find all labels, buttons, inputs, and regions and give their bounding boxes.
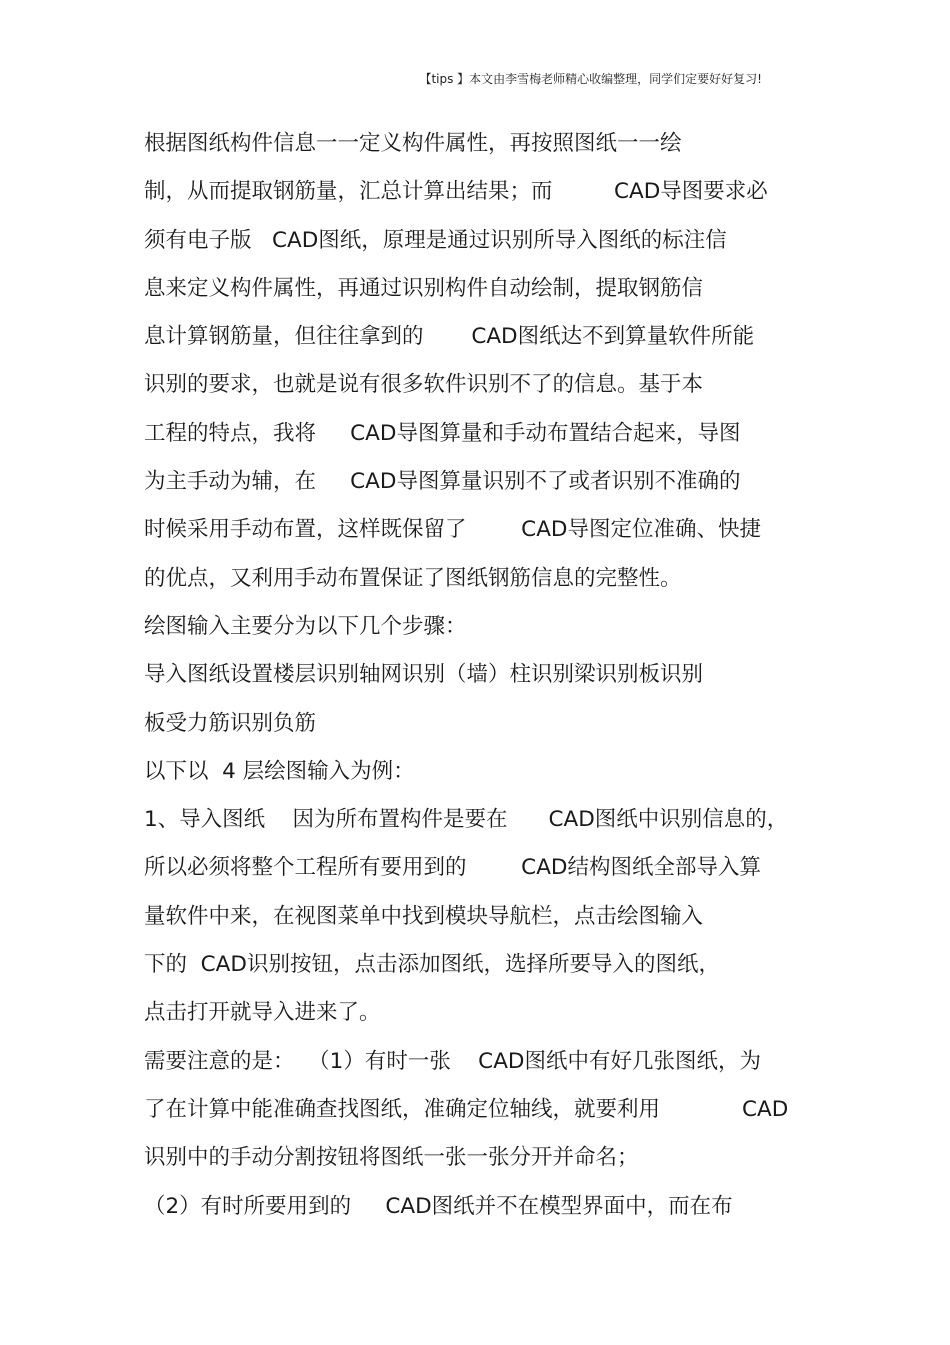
text-line: （2）有时所要用到的 CAD图纸并不在模型界面中，而在布 bbox=[144, 1193, 733, 1219]
text-line: 识别的要求，也就是说有很多软件识别不了的信息。基于本 bbox=[144, 372, 704, 398]
text-line: 息计算钢筋量，但往往拿到的 CAD图纸达不到算量软件所能 bbox=[144, 324, 755, 350]
text-line: 1、导入图纸 因为所布置构件是要在 CAD图纸中识别信息的， bbox=[144, 807, 789, 833]
text-line: 须有电子版 CAD图纸，原理是通过识别所导入图纸的标注信 bbox=[144, 227, 727, 253]
text-line: 为主手动为辅，在 CAD导图算量识别不了或者识别不准确的 bbox=[144, 469, 741, 495]
text-line: 需要注意的是： （1）有时一张 CAD图纸中有好几张图纸，为 bbox=[144, 1048, 761, 1074]
text-line: 制，从而提取钢筋量，汇总计算出结果；而 CAD导图要求必 bbox=[144, 179, 768, 205]
text-line: 工程的特点，我将 CAD导图算量和手动布置结合起来，导图 bbox=[144, 420, 741, 446]
text-line: 导入图纸设置楼层识别轴网识别（墙）柱识别梁识别板识别 bbox=[144, 662, 704, 688]
document-body bbox=[144, 127, 844, 1238]
text-line: 绘图输入主要分为以下几个步骤： bbox=[144, 613, 467, 639]
text-line: 的优点，又利用手动布置保证了图纸钢筋信息的完整性。 bbox=[144, 565, 682, 591]
text-line: 所以必须将整个工程所有要用到的 CAD结构图纸全部导入算 bbox=[144, 855, 761, 881]
text-line: 量软件中来，在视图菜单中找到模块导航栏，点击绘图输入 bbox=[144, 903, 704, 929]
text-line: 息来定义构件属性，再通过识别构件自动绘制，提取钢筋信 bbox=[144, 275, 704, 301]
text-line: 根据图纸构件信息一一定义构件属性，再按照图纸一一绘 bbox=[144, 131, 682, 156]
text-line: 识别中的手动分割按钮将图纸一张一张分开并命名； bbox=[144, 1145, 639, 1171]
text-line: 下的 CAD识别按钮，点击添加图纸，选择所要导入的图纸， bbox=[144, 952, 720, 978]
text-line: 板受力筋识别负筋 bbox=[144, 710, 317, 736]
text-line: 点击打开就导入进来了。 bbox=[144, 1000, 381, 1026]
text-line: 以下以 4 层绘图输入为例： bbox=[144, 758, 415, 784]
text-line: 时候采用手动布置，这样既保留了 CAD导图定位准确、快捷 bbox=[144, 517, 761, 543]
header-tips: 【tips 】本文由李雪梅老师精心收编整理，同学们定要好好复习! bbox=[419, 72, 762, 86]
text-line: 了在计算中能准确查找图纸，准确定位轴线，就要利用 CAD bbox=[144, 1096, 789, 1122]
